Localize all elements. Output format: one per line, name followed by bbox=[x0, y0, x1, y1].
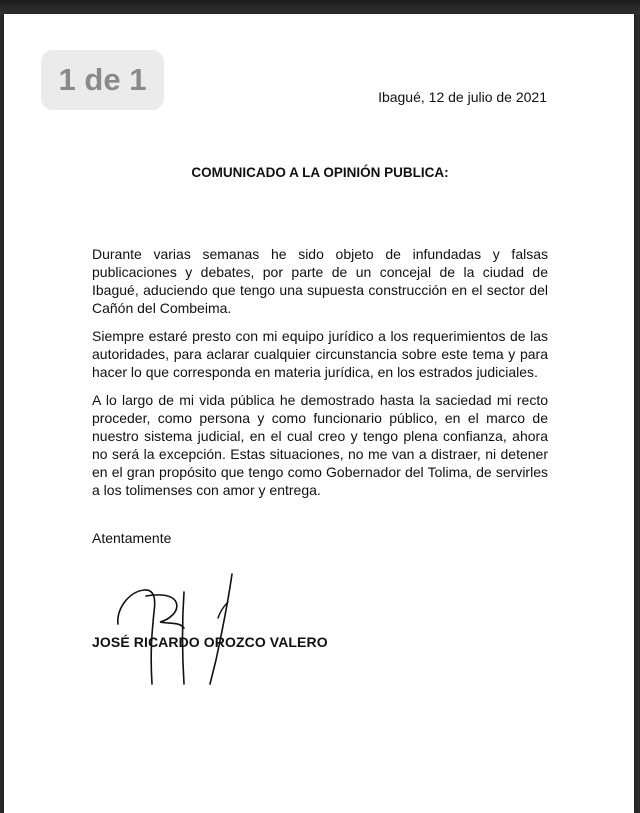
handwritten-signature bbox=[110, 572, 260, 692]
letter-date: Ibagué, 12 de julio de 2021 bbox=[378, 89, 547, 105]
page-indicator-text: 1 de 1 bbox=[58, 62, 147, 97]
letter-heading: COMUNICADO A LA OPINIÓN PUBLICA: bbox=[191, 165, 449, 180]
letter-closing: Atentamente bbox=[92, 530, 172, 546]
letter-paragraph: Siempre estaré presto con mi equipo jurídico a los requerimientos de las autoridades, para aclarar cualquier circunstancia sobre este tema y para hacer lo que corresponda en materia jurídica, en los estrados judiciales. bbox=[92, 328, 548, 380]
letter-paragraph: A lo largo de mi vida pública he demostrado hasta la saciedad mi recto proceder, como persona y como funcionario público, en el marco de nuestro sistema judicial, en el cual creo y tengo plena confianza, ahora no será la excepción. Estas situaciones, no me van a distraer, ni detener en el gran propósito que tengo como Gobernador del Tolima, de servirles a los tolimenses con amor y entrega. bbox=[92, 392, 548, 498]
letter-body bbox=[92, 245, 548, 509]
page-indicator-badge bbox=[41, 50, 164, 110]
letter-paragraph: Durante varias semanas he sido objeto de infundadas y falsas publicaciones y debates, por parte de un concejal de la ciudad de Ibagué, aduciendo que tengo una supuesta construcción en el sector del Cañón del Combeima. bbox=[92, 246, 548, 316]
signer-name: JOSÉ RICARDO OROZCO VALERO bbox=[92, 634, 328, 650]
viewer-top-bar bbox=[0, 0, 640, 15]
